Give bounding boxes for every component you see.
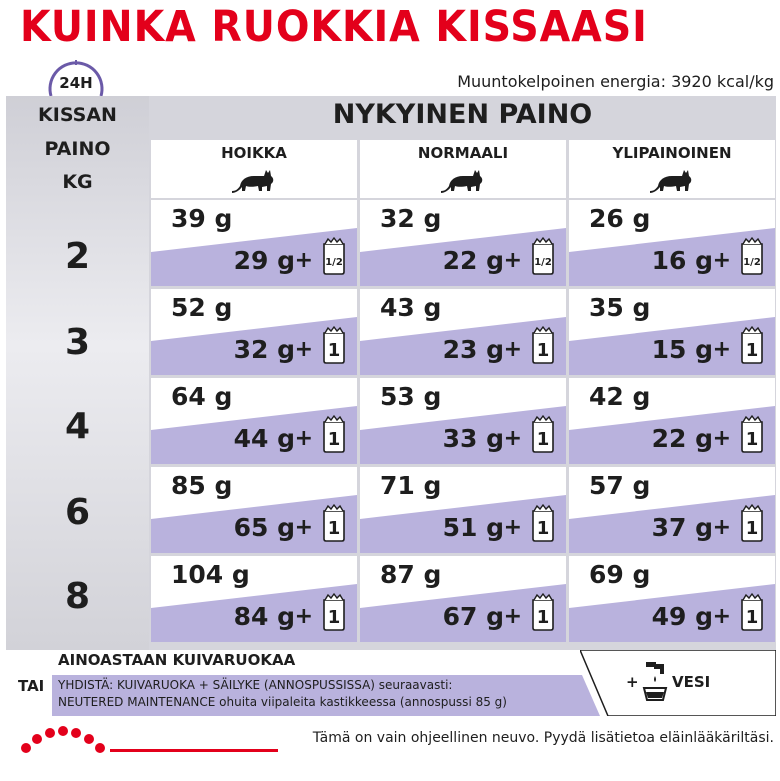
plus-sign: +	[294, 337, 313, 362]
cat-weight-label-line3: KG	[62, 171, 93, 193]
table-cell	[151, 289, 357, 375]
plus-sign: +	[712, 248, 731, 273]
mixed-food-amount: 37 g	[651, 513, 713, 542]
dry-food-amount: 39 g	[171, 204, 233, 233]
pouch-quantity: 1	[745, 429, 759, 450]
mixed-food-amount: 16 g	[651, 246, 713, 275]
pouch-icon	[321, 236, 347, 276]
combo-line-2: NEUTERED MAINTENANCE ohuita viipaleita kastikkeessa (annospussi 85 g)	[58, 695, 507, 709]
pouch-quantity: 1	[536, 429, 550, 450]
pouch-icon	[739, 325, 765, 365]
row-weight-2: 2	[64, 236, 91, 277]
table-cell	[569, 556, 775, 642]
row-weight-3: 3	[64, 322, 91, 363]
footer-divider	[110, 749, 278, 752]
pouch-icon	[739, 414, 765, 454]
mixed-food-amount: 65 g	[233, 513, 295, 542]
pouch-quantity: 1/2	[325, 257, 343, 268]
table-cell	[360, 556, 566, 642]
clock-24h-icon	[45, 52, 107, 98]
table-cell	[360, 467, 566, 553]
column-label-overweight: YLIPAINOINEN	[612, 144, 732, 162]
mixed-food-amount: 49 g	[651, 602, 713, 631]
plus-sign: +	[503, 426, 522, 451]
dry-food-amount: 26 g	[589, 204, 651, 233]
plus-sign: +	[712, 337, 731, 362]
pouch-icon	[739, 503, 765, 543]
pouch-icon	[321, 325, 347, 365]
table-cell	[151, 556, 357, 642]
page-title: KUINKA RUOKKIA KISSAASI	[20, 2, 648, 52]
table-cell	[151, 467, 357, 553]
plus-sign: +	[712, 515, 731, 540]
mixed-food-amount: 15 g	[651, 335, 713, 364]
dry-only-label: AINOASTAAN KUIVARUOKAA	[58, 651, 296, 669]
pouch-quantity: 1	[327, 518, 341, 539]
dry-food-amount: 42 g	[589, 382, 651, 411]
pouch-icon	[739, 592, 765, 632]
pouch-icon	[530, 236, 556, 276]
cat-silhouette-icon	[646, 164, 698, 194]
dry-food-amount: 85 g	[171, 471, 233, 500]
table-cell	[360, 200, 566, 286]
disclaimer-text: Tämä on vain ohjeellinen neuvo. Pyydä lisätietoa eläinlääkäriltäsi.	[312, 730, 774, 746]
pouch-quantity: 1/2	[743, 257, 761, 268]
cat-silhouette-icon	[228, 164, 280, 194]
pouch-icon	[530, 592, 556, 632]
dry-food-amount: 57 g	[589, 471, 651, 500]
pouch-icon	[530, 503, 556, 543]
dry-food-amount: 71 g	[380, 471, 442, 500]
pouch-quantity: 1	[536, 340, 550, 361]
pouch-icon	[530, 325, 556, 365]
energy-info: Muuntokelpoinen energia: 3920 kcal/kg	[457, 72, 774, 91]
mixed-food-amount: 32 g	[233, 335, 295, 364]
cat-silhouette-icon	[437, 164, 489, 194]
table-cell	[360, 289, 566, 375]
mixed-food-amount: 67 g	[442, 602, 504, 631]
plus-sign: +	[712, 426, 731, 451]
dry-food-amount: 35 g	[589, 293, 651, 322]
plus-sign: +	[294, 248, 313, 273]
plus-sign: +	[294, 426, 313, 451]
column-header-slim	[151, 140, 357, 198]
pouch-quantity: 1	[745, 607, 759, 628]
pouch-icon	[321, 414, 347, 454]
table-cell	[569, 467, 775, 553]
pouch-quantity: 1/2	[534, 257, 552, 268]
current-weight-header: NYKYINEN PAINO	[332, 99, 593, 130]
mixed-food-amount: 44 g	[233, 424, 295, 453]
column-label-normal: NORMAALI	[417, 144, 509, 162]
plus-sign: +	[294, 604, 313, 629]
plus-sign: +	[503, 248, 522, 273]
royal-canin-crown-icon	[12, 722, 110, 756]
pouch-quantity: 1	[327, 607, 341, 628]
pouch-quantity: 1	[327, 340, 341, 361]
column-header-normal	[360, 140, 566, 198]
clock-label: 24H	[59, 74, 93, 92]
row-weight-6: 6	[64, 492, 91, 533]
dry-food-amount: 69 g	[589, 560, 651, 589]
dry-food-amount: 64 g	[171, 382, 233, 411]
dry-food-amount: 32 g	[380, 204, 442, 233]
mixed-food-amount: 84 g	[233, 602, 295, 631]
cat-weight-label-line2: PAINO	[44, 138, 111, 160]
dry-food-amount: 87 g	[380, 560, 442, 589]
water-label: VESI	[672, 673, 711, 691]
pouch-icon	[321, 592, 347, 632]
pouch-icon	[321, 503, 347, 543]
plus-sign: +	[503, 515, 522, 540]
table-cell	[151, 200, 357, 286]
dry-food-amount: 53 g	[380, 382, 442, 411]
column-label-slim: HOIKKA	[221, 144, 287, 162]
mixed-food-amount: 23 g	[442, 335, 504, 364]
mixed-food-amount: 51 g	[442, 513, 504, 542]
pouch-icon	[739, 236, 765, 276]
dry-food-amount: 43 g	[380, 293, 442, 322]
dry-food-amount: 52 g	[171, 293, 233, 322]
mixed-food-amount: 33 g	[442, 424, 504, 453]
pouch-icon	[530, 414, 556, 454]
table-cell	[151, 378, 357, 464]
pouch-quantity: 1	[327, 429, 341, 450]
table-cell	[569, 200, 775, 286]
table-cell	[569, 289, 775, 375]
pouch-quantity: 1	[536, 607, 550, 628]
plus-sign: +	[503, 604, 522, 629]
row-weight-4: 4	[64, 406, 91, 447]
or-label: TAI	[18, 677, 45, 695]
cat-weight-label-line1: KISSAN	[38, 104, 117, 126]
column-header-overweight	[569, 140, 775, 198]
mixed-food-amount: 29 g	[233, 246, 295, 275]
mixed-food-amount: 22 g	[651, 424, 713, 453]
pouch-quantity: 1	[745, 518, 759, 539]
table-cell	[569, 378, 775, 464]
plus-sign: +	[294, 515, 313, 540]
pouch-quantity: 1	[536, 518, 550, 539]
plus-sign: +	[503, 337, 522, 362]
dry-food-amount: 104 g	[171, 560, 250, 589]
row-weight-8: 8	[64, 576, 91, 617]
mixed-food-amount: 22 g	[442, 246, 504, 275]
water-plus-sign: +	[626, 673, 639, 691]
pouch-quantity: 1	[745, 340, 759, 361]
water-bowl-icon	[640, 660, 670, 704]
table-cell	[360, 378, 566, 464]
combo-line-1: YHDISTÄ: KUIVARUOKA + SÄILYKE (ANNOSPUSSISSA) seuraavasti:	[58, 678, 453, 692]
plus-sign: +	[712, 604, 731, 629]
